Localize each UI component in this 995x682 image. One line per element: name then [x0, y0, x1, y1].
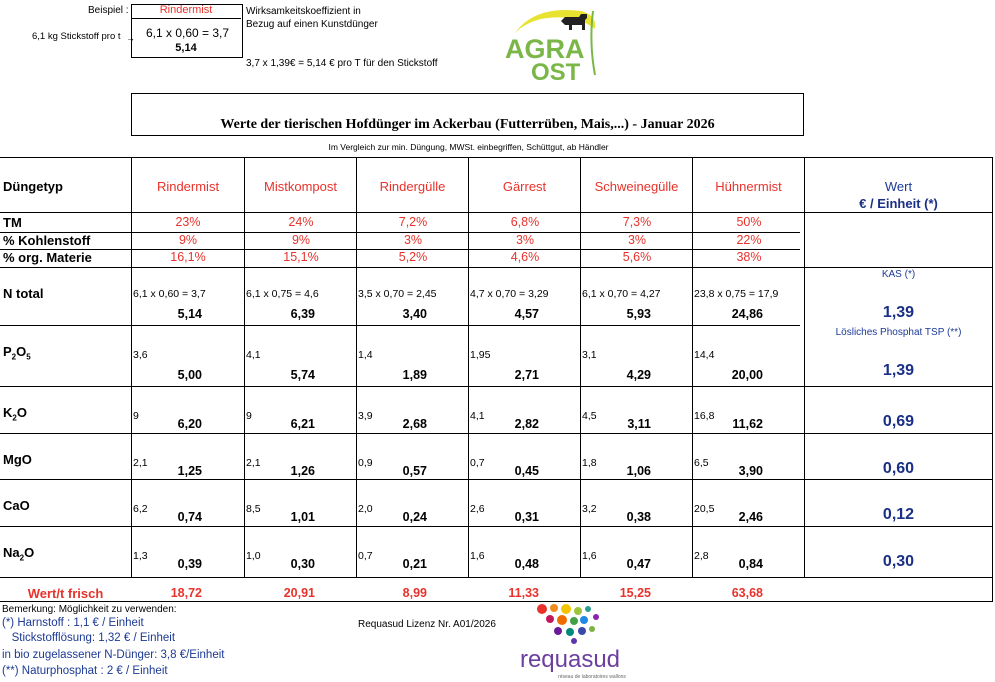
result-cell: 0,30: [290, 557, 315, 571]
table-cell: 50%: [736, 215, 762, 229]
result-cell: 0,84: [738, 557, 763, 571]
result-cell: 0,74: [177, 510, 202, 524]
agra-ost-logo: [495, 3, 607, 83]
calc-cell: 16,8: [694, 410, 715, 422]
calc-cell: 2,1: [133, 457, 148, 469]
table-cell: 7,3%: [622, 215, 652, 229]
table-rule: [0, 433, 993, 434]
calc-cell: 4,5: [582, 410, 597, 422]
unit-value: 0,12: [882, 506, 915, 523]
result-cell: 6,21: [290, 417, 315, 431]
calc-cell: 3,9: [358, 410, 373, 422]
col-header-mistkompost: Mistkompost: [264, 179, 337, 194]
arrow-right-icon: →: [126, 33, 135, 43]
remark-line-1: (*) Harnstoff : 1,1 € / Einheit: [2, 617, 144, 629]
calc-cell: 2,6: [470, 503, 485, 515]
example-title: Rindermist: [131, 4, 241, 19]
row-label: $P_2O_5$: [3, 344, 31, 362]
result-cell: 0,48: [514, 557, 539, 571]
total-cell: 11,33: [508, 586, 539, 600]
total-cell: 20,91: [283, 586, 315, 600]
table-rule: [0, 267, 993, 268]
result-cell: 0,31: [514, 510, 539, 524]
example-calc: 6,1 x 0,60 = 3,7: [146, 26, 230, 40]
page-title: Werte der tierischen Hofdünger im Ackerbau (Futterrüben, Mais,...) - Januar 2026: [220, 117, 715, 132]
table-cell: 22%: [736, 233, 762, 247]
col-header-schweineguelle: Schweinegülle: [594, 179, 679, 194]
calc-cell: 23,8 x 0,75 = 17,9: [694, 288, 779, 300]
total-cell: 18,72: [170, 586, 202, 600]
result-cell: 2,68: [402, 417, 427, 431]
calc-cell: 6,2: [133, 503, 148, 515]
remark-line-2: Stickstofflösung: 1,32 € / Einheit: [2, 632, 176, 644]
calc-cell: 6,5: [694, 457, 709, 469]
example-label: Beispiel :: [88, 5, 129, 16]
result-cell: 1,89: [402, 368, 427, 382]
calc-cell: 2,8: [694, 550, 709, 562]
remark-line-4: (**) Naturphosphat : 2 € / Einheit: [2, 665, 168, 677]
remark-heading: Bemerkung: Möglichkeit zu verwenden:: [2, 604, 177, 615]
table-cell: 9%: [178, 233, 198, 247]
result-cell: 3,90: [738, 464, 763, 478]
result-cell: 0,39: [177, 557, 202, 571]
calc-cell: 3,2: [582, 503, 597, 515]
row-label: % Kohlenstoff: [3, 233, 91, 248]
table-border-right: [992, 157, 993, 602]
col-header-gaerrest: Gärrest: [502, 179, 547, 194]
col-header-rindermist: Rindermist: [156, 179, 220, 194]
page-subtitle: Im Vergleich zur min. Düngung, MWSt. einbegriffen, Schüttgut, ab Händler: [328, 142, 609, 152]
row-label: % org. Materie: [3, 250, 92, 265]
example-note-line2: Bezug auf einen Kunstdünger: [246, 19, 378, 30]
result-cell: 0,47: [626, 557, 651, 571]
dots-icon: [537, 604, 599, 644]
calc-cell: 4,7 x 0,70 = 3,29: [470, 288, 549, 300]
calc-cell: 6,1 x 0,70 = 4,27: [582, 288, 661, 300]
requasud-text: requasud: [519, 646, 621, 673]
result-cell: 0,24: [402, 510, 427, 524]
example-result: 5,14: [175, 42, 197, 54]
calc-cell: 2,0: [358, 503, 373, 515]
calc-cell: 9: [246, 410, 252, 422]
calc-cell: 20,5: [694, 503, 715, 515]
result-cell: 0,57: [402, 464, 427, 478]
table-cell: 5,6%: [622, 250, 652, 264]
row-label: MgO: [3, 452, 32, 467]
result-cell: 4,57: [514, 307, 539, 321]
agra-text: AGRA: [505, 34, 585, 64]
table-cell: 15,1%: [283, 250, 319, 264]
table-rule: [0, 325, 800, 326]
calc-cell: 1,6: [582, 550, 597, 562]
calc-cell: 1,6: [470, 550, 485, 562]
table-rule: [0, 577, 993, 578]
result-cell: 24,86: [731, 307, 763, 321]
table-cell: 24%: [288, 215, 314, 229]
calc-cell: 1,95: [470, 349, 491, 361]
calc-cell: 9: [133, 410, 139, 422]
result-cell: 1,25: [177, 464, 202, 478]
table-cell: 16,1%: [170, 250, 206, 264]
table-cell: 23%: [175, 215, 201, 229]
table-border-bottom: [0, 601, 993, 602]
example-left-note: 6,1 kg Stickstoff pro t: [32, 31, 121, 42]
result-cell: 3,40: [402, 307, 427, 321]
table-rule: [0, 479, 993, 480]
calc-cell: 3,6: [133, 349, 148, 361]
unit-value: 1,39: [882, 362, 915, 379]
row-label: $K_2O$: [3, 405, 27, 423]
result-cell: 0,38: [626, 510, 651, 524]
calc-cell: 3,1: [582, 349, 597, 361]
value-note: Lösliches Phosphat TSP (**): [835, 327, 962, 338]
requasud-logo: [510, 603, 630, 681]
example-note-line1: Wirksamkeitskoeffizient in: [246, 6, 361, 17]
fertilizer-table: [0, 157, 993, 602]
license-text: Requasud Lizenz Nr. A01/2026: [358, 619, 496, 630]
result-cell: 0,21: [402, 557, 427, 571]
calc-cell: 14,4: [694, 349, 715, 361]
result-cell: 1,26: [290, 464, 315, 478]
result-cell: 0,45: [514, 464, 539, 478]
row-label: TM: [3, 215, 22, 230]
table-cell: 6,8%: [510, 215, 540, 229]
table-cell: 3%: [627, 233, 647, 247]
requasud-tagline: réseau de laboratoires wallons: [558, 674, 626, 680]
calc-cell: 1,3: [133, 550, 148, 562]
calc-cell: 6,1 x 0,60 = 3,7: [133, 288, 206, 300]
result-cell: 5,74: [290, 368, 315, 382]
result-cell: 20,00: [731, 368, 763, 382]
calc-cell: 4,1: [246, 349, 261, 361]
col-header-euro-unit: € / Einheit (*): [859, 196, 938, 211]
total-cell: 8,99: [402, 586, 427, 600]
result-cell: 1,01: [290, 510, 315, 524]
table-rule: [0, 526, 993, 527]
calc-cell: 1,8: [582, 457, 597, 469]
total-cell: 63,68: [731, 586, 763, 600]
calc-cell: 1,0: [246, 550, 261, 562]
result-cell: 5,14: [177, 307, 202, 321]
table-cell: 38%: [736, 250, 762, 264]
value-note: KAS (*): [881, 269, 916, 280]
table-cell: 7,2%: [398, 215, 428, 229]
table-cell: 4,6%: [510, 250, 540, 264]
unit-value: 0,69: [882, 413, 915, 430]
table-cell: 3%: [403, 233, 423, 247]
unit-value: 1,39: [882, 304, 915, 321]
calc-cell: 2,1: [246, 457, 261, 469]
remark-line-3: in bio zugelassener N-Dünger: 3,8 €/Einheit: [2, 649, 225, 661]
total-cell: 15,25: [619, 586, 651, 600]
example-note-bottom: 3,7 x 1,39€ = 5,14 € pro T für den Stickstoff: [246, 58, 438, 69]
unit-value: 0,30: [882, 553, 915, 570]
col-header-huehnermist: Hühnermist: [715, 179, 782, 194]
result-cell: 5,00: [177, 368, 202, 382]
calc-cell: 4,1: [470, 410, 485, 422]
table-cell: 5,2%: [398, 250, 428, 264]
row-label: N total: [3, 286, 44, 301]
calc-cell: 0,7: [470, 457, 485, 469]
result-cell: 5,93: [626, 307, 651, 321]
table-rule: [0, 386, 993, 387]
example-note: [246, 5, 378, 31]
col-header-rinderguelle: Rindergülle: [379, 179, 446, 194]
calc-cell: 3,5 x 0,70 = 2,45: [358, 288, 437, 300]
col-header-wert: Wert: [884, 179, 913, 194]
result-cell: 2,71: [514, 368, 539, 382]
result-cell: 1,06: [626, 464, 651, 478]
result-cell: 3,11: [627, 417, 651, 431]
example-divider: [131, 57, 242, 58]
ost-text: OST: [531, 59, 581, 83]
calc-cell: 6,1 x 0,75 = 4,6: [246, 288, 319, 300]
result-cell: 6,20: [177, 417, 202, 431]
table-cell: 9%: [291, 233, 311, 247]
table-rule: [0, 212, 993, 213]
result-cell: 2,46: [738, 510, 763, 524]
calc-cell: 0,7: [358, 550, 373, 562]
calc-cell: 0,9: [358, 457, 373, 469]
calc-cell: 8,5: [246, 503, 261, 515]
unit-value: 0,60: [882, 460, 915, 477]
calc-cell: 1,4: [358, 349, 373, 361]
header-duengetyp: Düngetyp: [3, 179, 63, 194]
row-label: CaO: [3, 498, 30, 513]
result-cell: 2,82: [514, 417, 539, 431]
table-border-top: [0, 157, 993, 158]
total-label: Wert/t frisch: [27, 586, 104, 601]
result-cell: 6,39: [290, 307, 315, 321]
table-cell: 3%: [515, 233, 535, 247]
result-cell: 11,62: [732, 417, 763, 431]
row-label: $Na_2O$: [3, 545, 35, 563]
result-cell: 4,29: [626, 368, 651, 382]
